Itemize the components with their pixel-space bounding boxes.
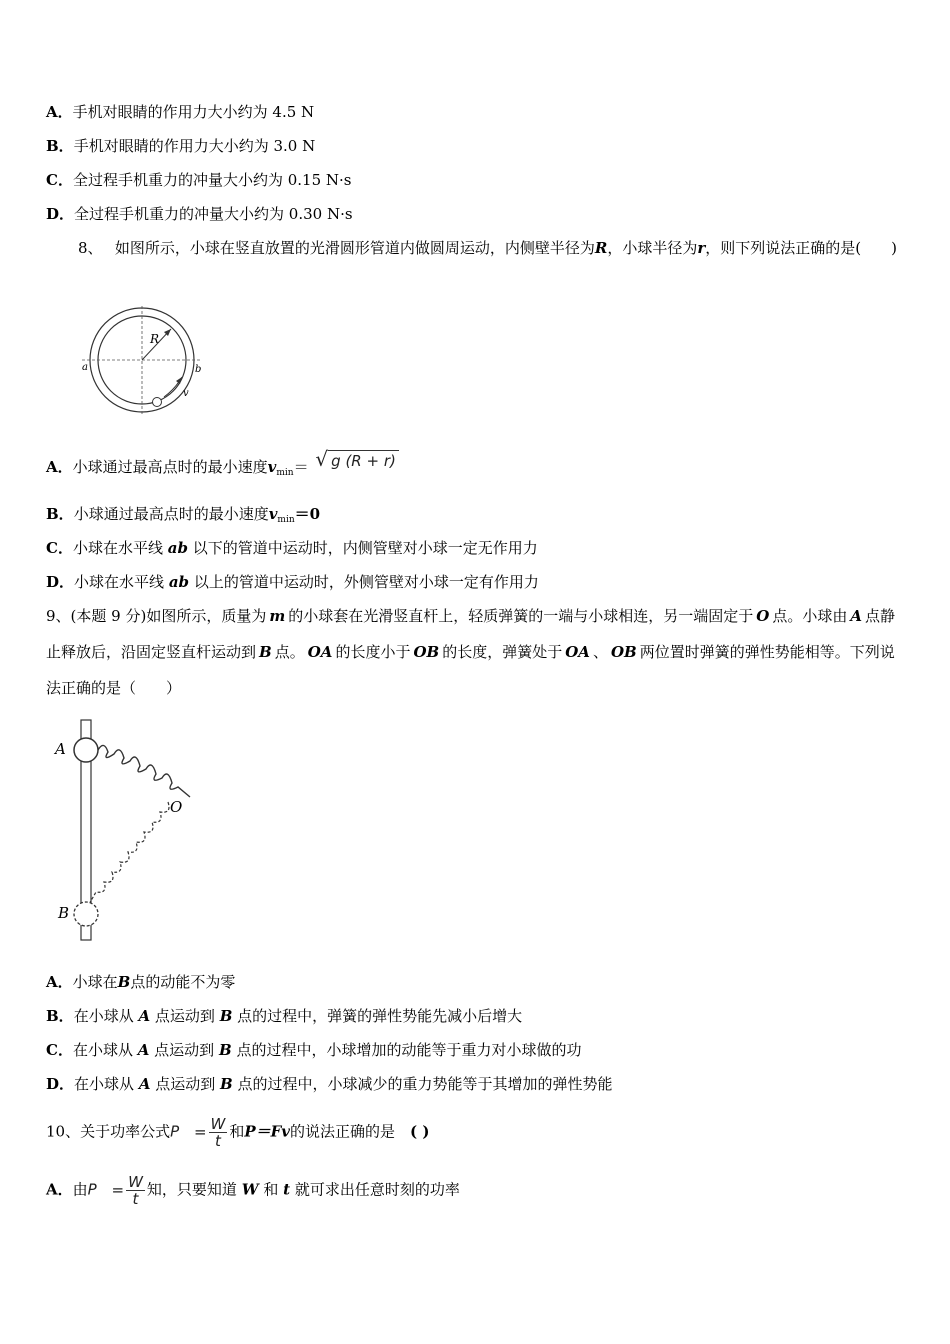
q9-stem-var: O xyxy=(756,607,770,625)
power-fraction-a: $\frac{W}{t}$ xyxy=(128,1173,143,1208)
q9-stem-var: OA xyxy=(307,643,333,661)
label-o: O xyxy=(170,798,183,816)
q7-option-b: B．手机对眼睛的作用力大小约为 3.0 N xyxy=(46,137,316,155)
q10-stem: 10、关于功率公式P = $\frac{W}{t}$ 和P＝Fv的说法正确的是 ( ) xyxy=(46,1115,430,1150)
q9-stem-text: 点静止释放后，沿固定竖直杆运动到 xyxy=(46,607,895,661)
q9-stem-var: OA xyxy=(565,643,590,661)
q10-option-a: A．由P = $\frac{W}{t}$ 知，只要知道 W 和 t 就可求出任意时刻的功率 xyxy=(46,1173,460,1208)
q9-stem-text: 、 xyxy=(592,643,608,661)
q9-option-d: D．在小球从 A 点运动到 B 点的过程中，小球减少的重力势能等于其增加的弹性势能 xyxy=(46,1075,613,1093)
q9-stem-text: 的长度，弹簧处于 xyxy=(442,643,563,661)
q9-stem-var: B xyxy=(259,643,272,661)
q9-stem-text: 两位置时弹簧的弹性势能相等。下列说法正确的是（ ） xyxy=(46,643,895,697)
sqrt-sign: √ xyxy=(315,447,329,471)
ball-at-a xyxy=(74,738,98,762)
q7-option-a: A．手机对眼睛的作用力大小约为 4.5 N xyxy=(46,103,315,121)
q9-spring-figure xyxy=(50,718,200,948)
q9-stem-var: m xyxy=(269,607,286,625)
figure-label-b: b xyxy=(195,364,202,375)
q9-option-c: C．在小球从 A 点运动到 B 点的过程中，小球增加的动能等于重力对小球做的功 xyxy=(46,1041,582,1059)
q8-option-c: C．小球在水平线 ab 以下的管道中运动时，内侧管壁对小球一定无作用力 xyxy=(46,539,538,557)
q8-stem: 8、 如图所示，小球在竖直放置的光滑圆形管道内做圆周运动，内侧壁半径为R，小球半径为r，则下列说法正确的是( ) xyxy=(78,239,897,257)
q9-stem-var: OB xyxy=(413,643,440,661)
q9-stem-text: 点。 xyxy=(274,643,305,661)
q8-tube-figure xyxy=(78,305,208,420)
q9-option-b: B．在小球从 A 点运动到 B 点的过程中，弹簧的弹性势能先减小后增大 xyxy=(46,1007,523,1025)
spring-solid xyxy=(98,745,190,797)
figure-label-r: R xyxy=(150,332,160,346)
label-a: A xyxy=(55,740,66,758)
small-ball xyxy=(153,398,162,407)
q7-option-d: D．全过程手机重力的冲量大小约为 0.30 N·s xyxy=(46,205,353,223)
q7-option-c: C．全过程手机重力的冲量大小约为 0.15 N·s xyxy=(46,171,352,189)
q8-option-b: B．小球通过最高点时的最小速度$v_{min}=0$ xyxy=(46,505,321,525)
q9-stem-var: A xyxy=(850,607,862,625)
figure-label-v: v xyxy=(183,388,189,399)
sqrt-expression xyxy=(315,449,398,471)
q9-option-a: A．小球在B点的动能不为零 xyxy=(46,973,236,991)
q8-option-a: A．小球通过最高点时的最小速度$v_{min}=$ √ g (R + r) xyxy=(46,455,399,483)
ball-at-b xyxy=(74,902,98,926)
q9-stem-text: (本题 9 分)如图所示，质量为 xyxy=(70,607,267,625)
q9-stem-text: 的小球套在光滑竖直杆上，轻质弹簧的一端与小球相连，另一端固定于 xyxy=(288,607,754,625)
q9-stem-text: 点。小球由 xyxy=(772,607,848,625)
spring-dashed xyxy=(88,802,169,906)
label-b: B xyxy=(58,904,70,922)
power-fraction: $\frac{W}{t}$ xyxy=(210,1115,226,1150)
q9-stem-var: OB xyxy=(610,643,637,661)
sqrt-radicand: g (R + r) xyxy=(328,450,399,471)
q9-stem: 9、(本题 9 分)如图所示，质量为 m 的小球套在光滑竖直杆上，轻质弹簧的一端与小球相连，另一端固定于 O 点。小球由 A 点静止释放后，沿固定竖直杆运动到 B 点。 OA 的长度小于 OB 的长度，弹簧处于 OA 、 OB 两位置时弹簧的弹性势能相等。下列说法正确的是（ ） xyxy=(46,607,895,697)
q9-stem-text: 的长度小于 xyxy=(335,643,411,661)
figure-label-a: a xyxy=(82,362,88,373)
q8-option-d: D．小球在水平线 ab 以上的管道中运动时，外侧管壁对小球一定有作用力 xyxy=(46,573,539,591)
